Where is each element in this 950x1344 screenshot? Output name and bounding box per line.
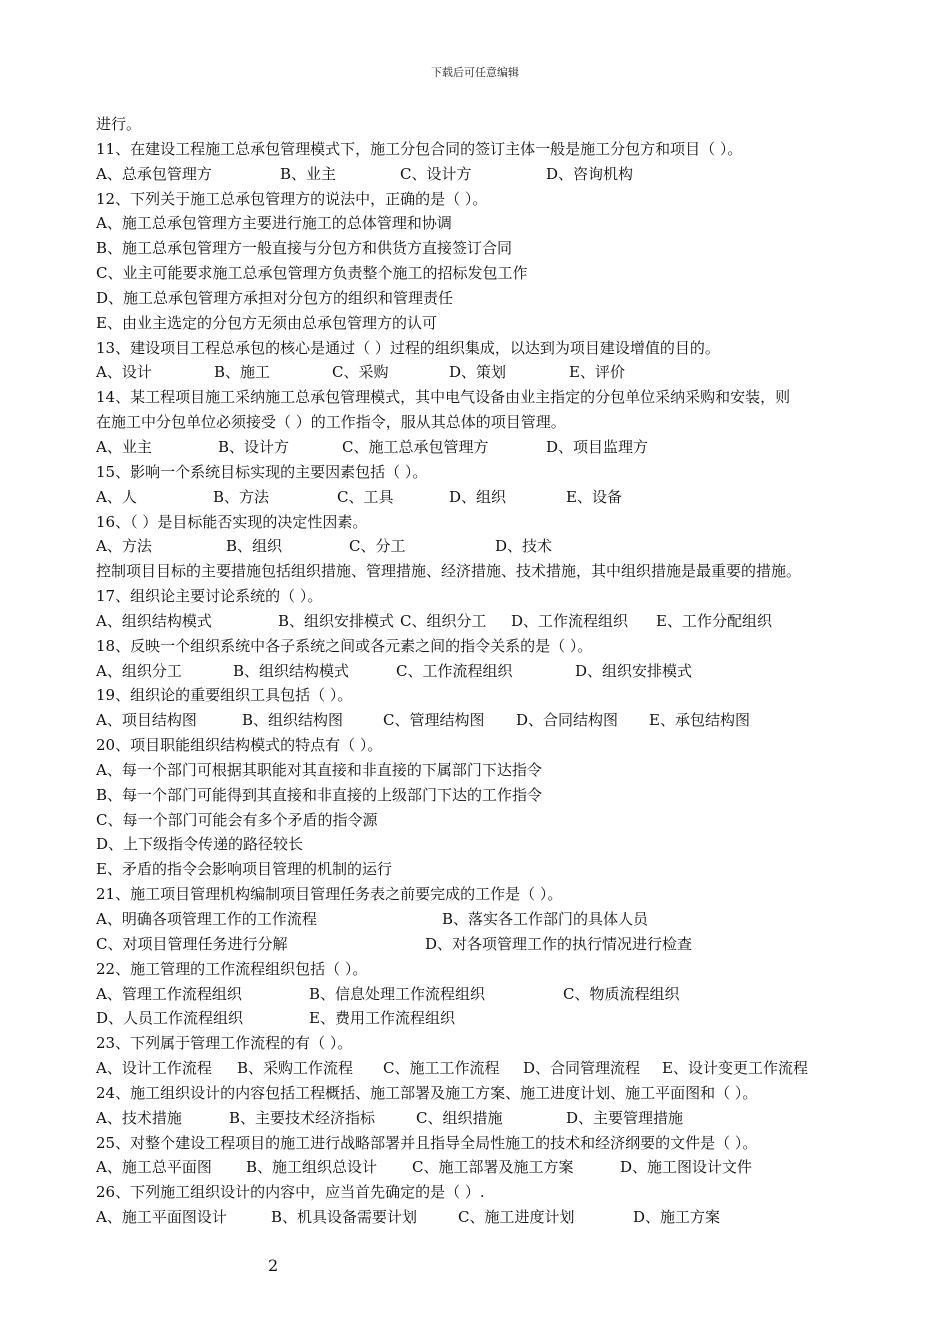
answer-option: E、工作分配组织: [656, 611, 772, 630]
answer-option: D、项目监理方: [546, 437, 649, 456]
text-line: [96, 634, 896, 659]
answer-option: D、合同管理流程: [523, 1059, 641, 1078]
line-text: B、每一个部门可能得到其直接和非直接的上级部门下达的工作指令: [96, 785, 543, 804]
document-body: [96, 112, 896, 1230]
text-line: [96, 137, 896, 162]
line-text: C、业主可能要求施工总承包管理方负责整个施工的招标发包工作: [96, 264, 528, 283]
line-text: 11、在建设工程施工总承包管理模式下，施工分包合同的签订主体一般是施工分包方和项目（ ）。: [96, 139, 743, 158]
text-line: [96, 510, 896, 535]
answer-option: B、业主: [280, 164, 337, 183]
line-text: 14、某工程项目施工采纳施工总承包管理模式，其中电气设备由业主指定的分包单位采纳采购和安装，则: [96, 388, 791, 407]
answer-option: E、评价: [569, 363, 625, 382]
text-line: [96, 559, 896, 584]
answer-option: B、采购工作流程: [237, 1059, 354, 1078]
text-line: [96, 336, 896, 361]
answer-option: C、分工: [349, 537, 406, 556]
text-line: [96, 857, 896, 882]
answer-option: B、方法: [213, 487, 270, 506]
line-text: 进行。: [96, 115, 142, 133]
answer-option: D、组织: [449, 487, 507, 506]
answer-option: A、组织分工: [96, 661, 182, 680]
answer-option: D、合同结构图: [516, 711, 619, 730]
answer-option: A、项目结构图: [96, 711, 197, 730]
answer-option: A、组织结构模式: [96, 611, 212, 630]
answer-option: E、设备: [566, 487, 622, 506]
answer-option: D、施工方案: [633, 1208, 721, 1227]
answer-option: B、落实各工作部门的具体人员: [442, 910, 649, 928]
answer-option: D、对各项管理工作的执行情况进行检查: [425, 934, 693, 953]
line-text: E、矛盾的指令会影响项目管理的机制的运行: [96, 860, 392, 879]
line-text: 17、组织论主要讨论系统的（ ）。: [96, 587, 323, 606]
line-text: D、施工总承包管理方承担对分包方的组织和管理责任: [96, 288, 454, 307]
line-text: 20、项目职能组织结构模式的特点有（ ）。: [96, 736, 383, 755]
answer-option: D、技术: [495, 537, 553, 556]
answer-option: B、信息处理工作流程组织: [309, 984, 486, 1003]
line-text: 15、影响一个系统目标实现的主要因素包括（ ）。: [96, 462, 428, 481]
answer-option: D、人员工作流程组织: [96, 1009, 244, 1028]
text-line: [96, 708, 896, 733]
line-text: 21、施工项目管理机构编制项目管理任务表之前要完成的工作是（ ）。: [96, 885, 563, 904]
answer-option: A、设计工作流程: [96, 1059, 212, 1078]
answer-option: D、策划: [449, 363, 507, 382]
line-text: 19、组织论的重要组织工具包括（ ）。: [96, 686, 353, 705]
text-line: [96, 982, 896, 1007]
line-text: 在施工中分包单位必须接受（ ）的工作指令，服从其总体的项目管理。: [96, 413, 566, 432]
answer-option: C、工作流程组织: [396, 661, 513, 680]
text-line: [96, 311, 896, 336]
answer-option: A、设计: [96, 363, 152, 382]
text-line: [96, 534, 896, 559]
line-text: 22、施工管理的工作流程组织包括（ ）。: [96, 959, 368, 978]
answer-option: C、设计方: [400, 164, 472, 183]
text-line: [96, 683, 896, 708]
line-text: 18、反映一个组织系统中各子系统之间或各元素之间的指令关系的是（ ）。: [96, 636, 593, 655]
line-text: A、施工总承包管理方主要进行施工的总体管理和协调: [96, 214, 452, 233]
answer-option: E、费用工作流程组织: [309, 1009, 455, 1028]
answer-option: A、业主: [96, 437, 152, 456]
line-text: 16、（ ）是目标能否实现的决定性因素。: [96, 512, 368, 531]
answer-option: D、咨询机构: [546, 164, 634, 183]
answer-option: B、组织结构模式: [233, 661, 350, 680]
line-text: 25、对整个建设工程项目的施工进行战略部署并且指导全局性施工的技术和经济纲要的文件是（ ）。: [96, 1133, 758, 1152]
answer-option: B、施工: [214, 363, 271, 382]
answer-option: E、设计变更工作流程: [662, 1059, 808, 1078]
text-line: [96, 460, 896, 485]
answer-option: B、机具设备需要计划: [271, 1208, 418, 1227]
answer-option: D、主要管理措施: [566, 1108, 684, 1127]
answer-option: A、管理工作流程组织: [96, 984, 242, 1003]
text-line: [96, 758, 896, 783]
page-header: 下载后可任意编辑: [431, 66, 519, 79]
text-line: [96, 907, 896, 932]
line-text: C、每一个部门可能会有多个矛盾的指令源: [96, 810, 378, 829]
text-line: [96, 385, 896, 410]
answer-option: C、施工总承包管理方: [342, 437, 489, 456]
text-line: [96, 1056, 896, 1081]
answer-option: A、总承包管理方: [96, 164, 212, 183]
answer-option: C、施工工作流程: [383, 1059, 500, 1078]
answer-option: A、人: [96, 487, 137, 506]
text-line: [96, 584, 896, 609]
text-line: [96, 485, 896, 510]
answer-option: A、施工总平面图: [96, 1158, 212, 1177]
text-line: [96, 261, 896, 286]
text-line: [96, 1106, 896, 1131]
answer-option: C、对项目管理任务进行分解: [96, 934, 288, 953]
answer-option: E、承包结构图: [649, 711, 750, 730]
text-line: [96, 435, 896, 460]
text-line: [96, 1031, 896, 1056]
line-text: 控制项目目标的主要措施包括组织措施、管理措施、经济措施、技术措施，其中组织措施是最重要的措施。: [96, 562, 802, 581]
text-line: [96, 932, 896, 957]
answer-option: C、物质流程组织: [563, 984, 680, 1003]
answer-option: D、组织安排模式: [575, 661, 693, 680]
answer-option: B、组织: [226, 537, 283, 556]
answer-option: B、组织安排模式: [278, 611, 395, 630]
line-text: 12、下列关于施工总承包管理方的说法中，正确的是（ ）。: [96, 189, 488, 208]
text-line: [96, 1180, 896, 1205]
text-line: [96, 808, 896, 833]
text-line: [96, 286, 896, 311]
text-line: [96, 659, 896, 684]
text-line: [96, 733, 896, 758]
text-line: [96, 832, 896, 857]
line-text: D、上下级指令传递的路径较长: [96, 835, 304, 854]
text-line: [96, 211, 896, 236]
text-line: [96, 1081, 896, 1106]
text-line: [96, 236, 896, 261]
text-line: [96, 162, 896, 187]
text-line: [96, 882, 896, 907]
answer-option: D、工作流程组织: [511, 611, 629, 630]
text-line: [96, 1006, 896, 1031]
answer-option: C、组织措施: [416, 1108, 503, 1127]
page-number: 2: [268, 1256, 279, 1275]
answer-option: A、方法: [96, 537, 152, 556]
answer-option: B、设计方: [218, 437, 290, 456]
answer-option: C、采购: [332, 363, 389, 382]
text-line: [96, 1155, 896, 1180]
text-line: [96, 187, 896, 212]
line-text: 23、下列属于管理工作流程的有（ ）。: [96, 1034, 353, 1053]
text-line: [96, 783, 896, 808]
line-text: A、每一个部门可根据其职能对其直接和非直接的下属部门下达指令: [96, 760, 542, 779]
answer-option: C、工具: [337, 487, 394, 506]
text-line: [96, 410, 896, 435]
text-line: [96, 1131, 896, 1156]
answer-option: C、施工部署及施工方案: [412, 1158, 574, 1177]
text-line: [96, 360, 896, 385]
text-line: [96, 957, 896, 982]
answer-option: A、施工平面图设计: [96, 1208, 227, 1227]
answer-option: D、施工图设计文件: [620, 1158, 753, 1177]
answer-option: C、管理结构图: [383, 711, 485, 730]
text-line: [96, 1205, 896, 1230]
answer-option: B、组织结构图: [242, 711, 344, 730]
answer-option: C、施工进度计划: [458, 1208, 575, 1227]
answer-option: B、施工组织总设计: [246, 1158, 378, 1177]
answer-option: C、组织分工: [400, 611, 487, 630]
line-text: 13、建设项目工程总承包的核心是通过（ ）过程的组织集成，以达到为项目建设增值的目的。: [96, 338, 720, 357]
line-text: E、由业主选定的分包方无须由总承包管理方的认可: [96, 313, 437, 332]
text-line: [96, 609, 896, 634]
text-line: [96, 112, 896, 137]
answer-option: A、明确各项管理工作的工作流程: [96, 910, 317, 928]
line-text: B、施工总承包管理方一般直接与分包方和供货方直接签订合同: [96, 239, 513, 258]
line-text: 24、施工组织设计的内容包括工程概括、施工部署及施工方案、施工进度计划、施工平面图和（ ）。: [96, 1083, 758, 1102]
line-text: 26、下列施工组织设计的内容中，应当首先确定的是（ ）.: [96, 1183, 485, 1202]
answer-option: A、技术措施: [96, 1108, 182, 1127]
answer-option: B、主要技术经济指标: [229, 1108, 376, 1127]
